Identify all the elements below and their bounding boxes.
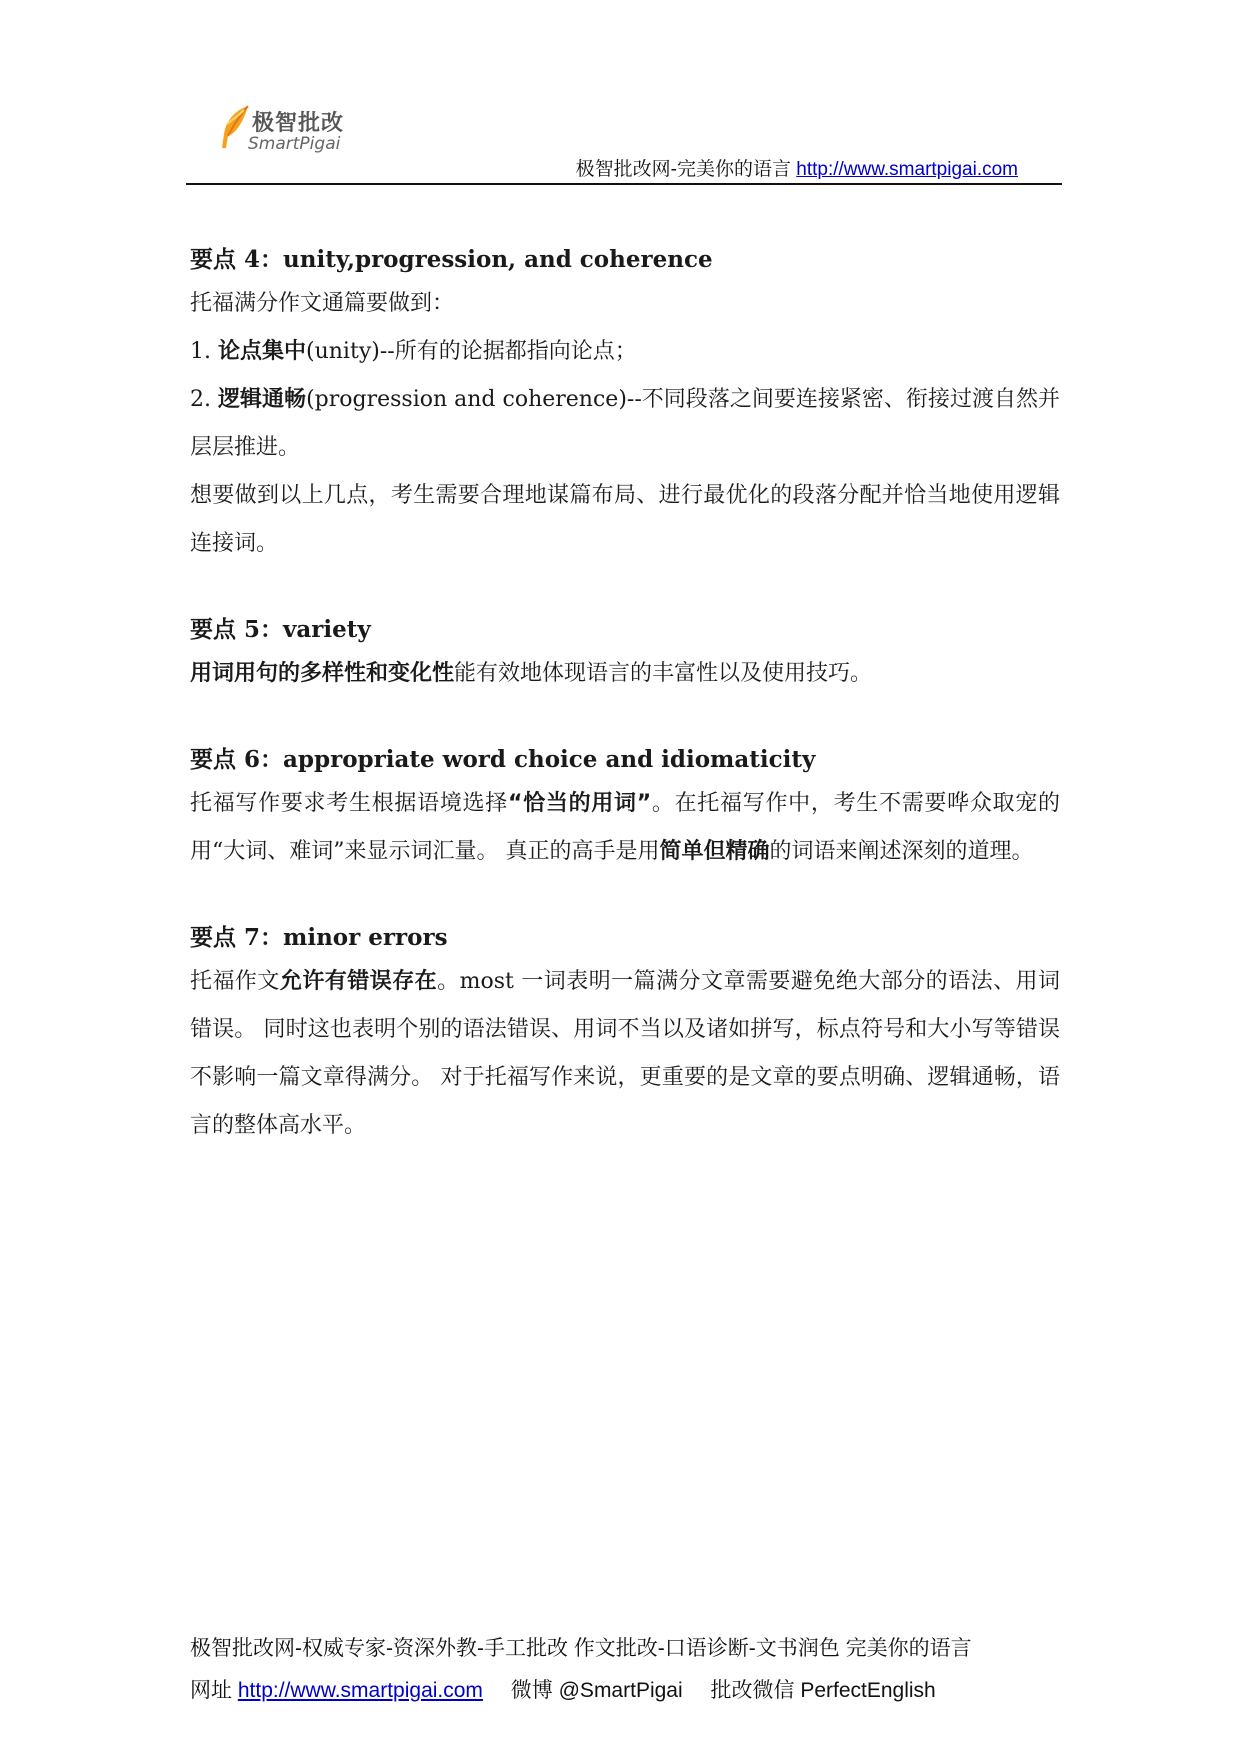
page-footer xyxy=(190,1628,1070,1712)
document-body xyxy=(190,240,1060,1150)
section-7-text-2: 。most 一词表明一篇满分文章需要避免绝大部分的语法、用词错误。 同时这也表明个别的语法错误、用词不当以及诸如拼写，标点符号和大小写等错误不影响一篇文章得满分。 对于托福写作来说，更重要的是文章的要点明确、逻辑通畅，语言的整体高水平。 xyxy=(190,969,1060,1138)
item-2-number: 2. xyxy=(190,387,211,412)
item-1-keyword: 论点集中 xyxy=(218,339,307,364)
header-site-link[interactable]: http://www.smartpigai.com xyxy=(796,159,1018,180)
footer-site-label: 网址 xyxy=(190,1679,232,1702)
tagline-text: 极智批改网-完美你的语言 xyxy=(575,159,791,180)
section-6-title: 要点 6：appropriate word choice and idiomaticity xyxy=(190,746,816,773)
item-2-text: (progression and coherence)--不同段落之间要连接紧密、衔接过渡自然并层层推进。 xyxy=(190,387,1060,460)
header-divider xyxy=(186,183,1062,185)
footer-line-2 xyxy=(190,1670,1070,1712)
logo-english-text: SmartPigai xyxy=(248,134,341,154)
section-4-item-2 xyxy=(190,376,1060,472)
item-2-keyword: 逻辑通畅 xyxy=(218,387,307,412)
section-7-body xyxy=(190,958,1060,1150)
footer-weibo: 微博 @SmartPigai xyxy=(510,1679,683,1702)
footer-wechat: 批改微信 PerfectEnglish xyxy=(710,1679,936,1702)
smartpigai-logo xyxy=(218,100,358,160)
footer-line-1: 极智批改网-权威专家-资深外教-手工批改 作文批改-口语诊断-文书润色 完美你的语言 xyxy=(190,1637,972,1660)
item-1-number: 1. xyxy=(190,339,211,364)
section-7-title: 要点 7：minor errors xyxy=(190,924,448,951)
section-6-body xyxy=(190,780,1060,876)
section-5-keyword: 用词用句的多样性和变化性 xyxy=(190,661,455,686)
section-5-title: 要点 5：variety xyxy=(190,616,371,643)
section-4-item-1 xyxy=(190,328,1060,376)
section-7-text-1: 托福作文 xyxy=(190,969,280,994)
section-4-closing: 想要做到以上几点，考生需要合理地谋篇布局、进行最优化的段落分配并恰当地使用逻辑连接词。 xyxy=(190,483,1060,556)
section-7-keyword: 允许有错误存在 xyxy=(279,969,438,994)
section-6-text-3: 的词语来阐述深刻的道理。 xyxy=(769,839,1034,864)
feather-logo-icon xyxy=(218,104,252,150)
item-1-text: (unity)--所有的论据都指向论点； xyxy=(306,339,637,364)
section-5-body xyxy=(190,650,1060,698)
section-4-title: 要点 4：unity,progression, and coherence xyxy=(190,246,713,273)
section-6-keyword-1: “恰当的用词” xyxy=(507,791,652,816)
section-6-text-1: 托福写作要求考生根据语境选择 xyxy=(190,791,508,816)
header-tagline xyxy=(576,154,1018,181)
section-5-text: 能有效地体现语言的丰富性以及使用技巧。 xyxy=(454,661,873,686)
section-6-text-2: 。在托福写作中，考生不需要哗众取宠的用“大词、难词”来显示词汇量。 真正的高手是用 xyxy=(190,791,1060,864)
section-4-intro: 托福满分作文通篇要做到： xyxy=(190,291,455,316)
footer-site-link[interactable]: http://www.smartpigai.com xyxy=(237,1679,483,1702)
logo-chinese-text: 极智批改 xyxy=(252,111,345,136)
section-6-keyword-2: 简单但精确 xyxy=(659,839,770,864)
